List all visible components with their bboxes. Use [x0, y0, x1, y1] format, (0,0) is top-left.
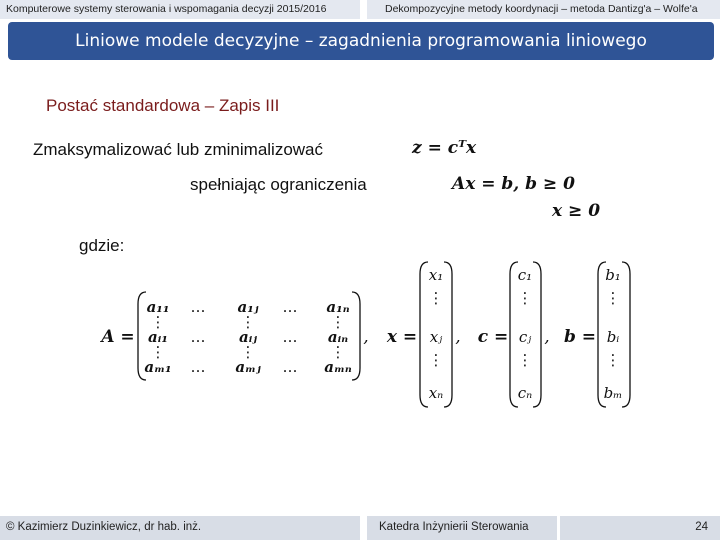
footer-author: © Kazimierz Duzinkiewicz, dr hab. inż.: [0, 516, 360, 540]
matrix-a-right-bracket: [352, 292, 360, 380]
vector-c-entry: c₁: [517, 266, 533, 284]
vector-c-entry: ⋮: [517, 289, 533, 307]
matrix-a-cell: ⋮: [240, 313, 256, 331]
vector-c-entry: cₙ: [517, 384, 533, 402]
header-course-title: Komputerowe systemy sterowania i wspomagania decyzji 2015/2016: [0, 0, 360, 19]
separator-comma: ,: [455, 327, 461, 347]
vector-x-right-bracket: [444, 262, 452, 407]
matrix-a-cell: a₁₁: [146, 298, 170, 316]
vector-x-entry: ⋮: [428, 351, 444, 369]
matrix-a-cell: ⋮: [330, 343, 346, 361]
vector-b-entry: ⋮: [605, 289, 621, 307]
vector-x-entry: xₙ: [428, 384, 444, 402]
constraints-text: spełniając ograniczenia: [190, 175, 367, 194]
vector-c-entry: ⋮: [517, 351, 533, 369]
vector-c-label: c =: [477, 327, 509, 347]
objective-formula: z = cᵀx: [412, 138, 477, 158]
vector-x-entry: x₁: [428, 266, 444, 284]
where-label: gdzie:: [79, 236, 125, 255]
matrix-a-cell: …: [282, 328, 298, 346]
footer-department: Katedra Inżynierii Sterowania: [367, 516, 557, 540]
vector-x-entry: ⋮: [428, 289, 444, 307]
nonnegativity-formula: x ≥ 0: [552, 201, 601, 221]
matrix-a-cell: aᵢ₁: [148, 328, 168, 346]
vector-c: [478, 262, 550, 407]
vector-x-entry: xⱼ: [429, 328, 443, 346]
matrix-a-cell: a₁ⱼ: [237, 298, 259, 316]
matrix-a-cell: …: [190, 328, 206, 346]
constraints-formula: Ax = b, b ≥ 0: [452, 174, 575, 194]
vector-b-label: b =: [563, 327, 597, 347]
slide-title: Liniowe modele decyzyjne – zagadnienia programowania liniowego: [8, 22, 714, 60]
vector-b-right-bracket: [622, 262, 630, 407]
matrix-a-cell: ⋮: [330, 313, 346, 331]
matrix-a-cell: a₁ₙ: [326, 298, 350, 316]
matrix-a-cell: aᵢₙ: [327, 328, 349, 346]
vector-b: [564, 262, 630, 407]
vector-c-entry: cⱼ: [518, 328, 532, 346]
vector-b-entry: bᵢ: [606, 328, 620, 346]
matrix-a-cell: …: [190, 358, 206, 376]
vector-x-left-bracket: [420, 262, 428, 407]
vector-b-entry: ⋮: [605, 351, 621, 369]
matrix-a-label: A =: [101, 327, 135, 347]
vector-b-entry: bₘ: [603, 384, 623, 402]
matrix-a-cell: aₘ₁: [144, 358, 172, 376]
objective-text: Zmaksymalizować lub zminimalizować: [33, 140, 324, 159]
matrix-a-cell: …: [190, 298, 206, 316]
vector-x-label: x =: [386, 327, 418, 347]
matrix-a-cell: …: [282, 358, 298, 376]
matrix-a-cell: ⋮: [150, 313, 166, 331]
header-lecture-topic: Dekompozycyjne metody koordynacji – metoda Dantizg'a – Wolfe'a: [367, 0, 720, 19]
matrix-a-cell: aₘₙ: [324, 358, 352, 376]
slide-subtitle: Postać standardowa – Zapis III: [46, 96, 280, 115]
separator-comma: ,: [544, 327, 550, 347]
matrix-a: [99, 292, 368, 380]
separator-comma: ,: [363, 327, 369, 347]
page-number: 24: [560, 516, 720, 540]
vector-c-right-bracket: [533, 262, 541, 407]
vector-b-entry: b₁: [605, 266, 621, 284]
vector-x: [386, 262, 461, 407]
matrix-a-cell: aᵢⱼ: [238, 328, 258, 346]
matrix-a-cell: ⋮: [150, 343, 166, 361]
matrix-a-cell: aₘⱼ: [235, 358, 261, 376]
matrix-a-cell: …: [282, 298, 298, 316]
matrix-a-cell: ⋮: [240, 343, 256, 361]
